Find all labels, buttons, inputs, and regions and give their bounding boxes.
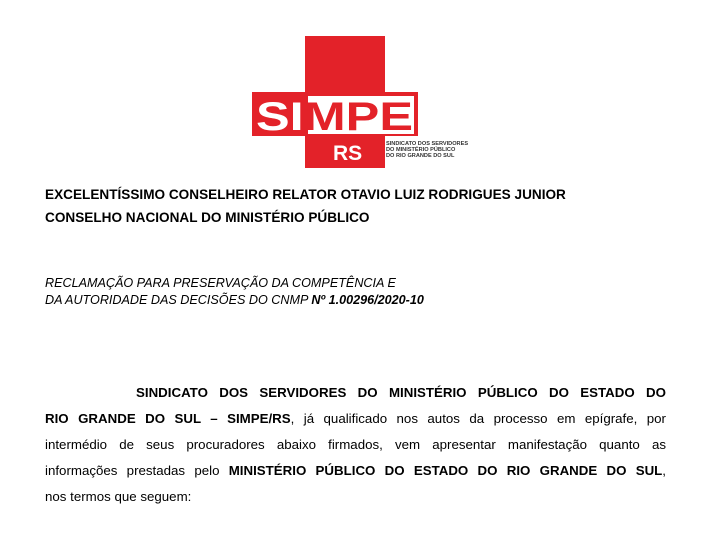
- logo-tagline-2: DO MINISTÉRIO PÚBLICO: [386, 147, 456, 153]
- paragraph-line-4: [45, 458, 666, 484]
- paragraph-line-2: [45, 406, 666, 432]
- simpe-rs-logo: [0, 0, 709, 170]
- paragraph-line-3: intermédio de seus procuradores abaixo firmados, vem apresentar manifestação quanto as: [45, 437, 666, 452]
- logo-red-block-top: [305, 36, 385, 92]
- paragraph-line-1: SINDICATO DOS SERVIDORES DO MINISTÉRIO PÚBLICO DO ESTADO DO: [136, 385, 666, 400]
- subject-line-2: [45, 293, 424, 307]
- paragraph-line-4-end: ,: [662, 463, 666, 478]
- subject-line-1: RECLAMAÇÃO PARA PRESERVAÇÃO DA COMPETÊNCIA E: [45, 276, 396, 290]
- logo-sub-text: RS: [333, 142, 363, 165]
- respondent-name: MINISTÉRIO PÚBLICO DO ESTADO DO RIO GRANDE DO SUL: [228, 463, 663, 478]
- addressee-line-2: CONSELHO NACIONAL DO MINISTÉRIO PÚBLICO: [45, 210, 370, 225]
- process-number: Nº 1.00296/2020-10: [311, 293, 424, 307]
- addressee-line-1: EXCELENTÍSSIMO CONSELHEIRO RELATOR OTAVIO LUIZ RODRIGUES JUNIOR: [45, 187, 566, 202]
- logo-tagline-3: DO RIO GRANDE DO SUL: [386, 153, 455, 159]
- logo-main-text: SI MPE: [256, 95, 391, 139]
- paragraph-line-4-start: informações prestadas pelo: [45, 463, 229, 478]
- subject-line-2-prefix: DA AUTORIDADE DAS DECISÕES DO CNMP: [45, 293, 308, 307]
- union-name: RIO GRANDE DO SUL – SIMPE/RS: [45, 411, 291, 426]
- paragraph-line-5: nos termos que seguem:: [45, 489, 192, 504]
- paragraph-line-2-rest: , já qualificado nos autos da processo em epígrafe, por: [290, 411, 666, 426]
- petition-paragraph: [45, 380, 666, 510]
- logo-tagline-1: SINDICATO DOS SERVIDORES: [386, 141, 469, 147]
